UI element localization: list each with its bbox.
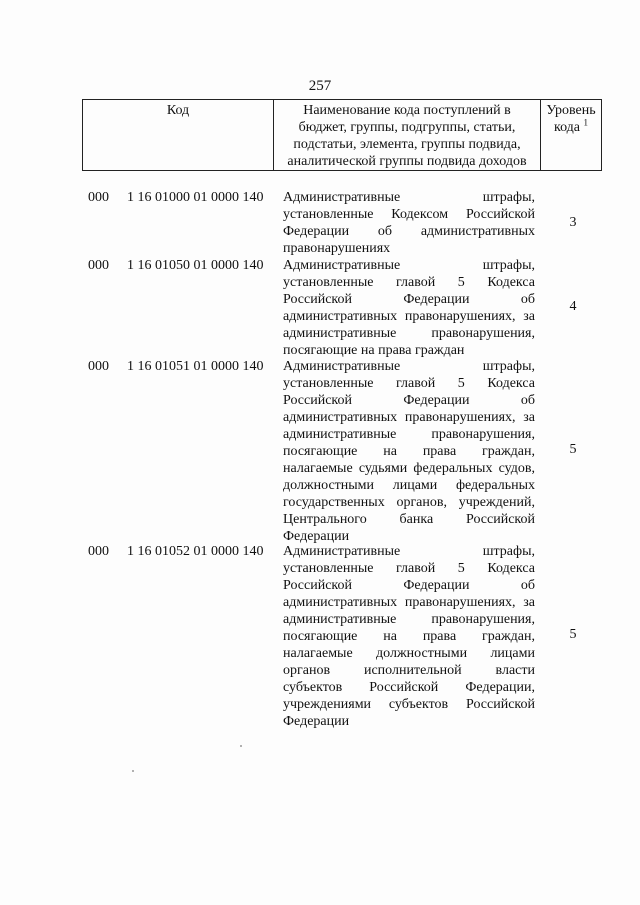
- code-name-line: должностными лицами федеральных: [283, 478, 535, 493]
- code-name-line: органов исполнительной власти: [283, 663, 535, 678]
- code-name-line: установленные главой 5 Кодекса: [283, 376, 535, 391]
- header-level-text: кода: [553, 120, 581, 135]
- code-name-line: административных правонарушениях, за: [283, 595, 535, 610]
- code-name-line: посягающие на права граждан: [283, 343, 465, 358]
- code-name-line: Федерации: [283, 529, 350, 544]
- income-code: 1 16 01000 01 0000 140: [127, 190, 264, 205]
- code-name-line: установленные главой 5 Кодекса: [283, 561, 535, 576]
- code-name-line: административные правонарушения,: [283, 612, 535, 627]
- header-name-line: подстатьи, элемента, группы подвида,: [293, 137, 521, 152]
- code-name: [283, 358, 535, 545]
- code-name-line: посягающие на права граждан,: [283, 629, 535, 644]
- code-name-line: Федерации об административных: [283, 224, 535, 239]
- code-name-line: административных правонарушениях, за: [283, 410, 535, 425]
- code-name-line: Федерации: [283, 714, 350, 729]
- code-name-line: Административные штрафы,: [283, 258, 535, 273]
- table-header: [82, 99, 602, 171]
- admin-code: 000: [88, 258, 109, 273]
- income-code: 1 16 01050 01 0000 140: [127, 258, 264, 273]
- code-level: 4: [569, 299, 577, 314]
- code-level: 5: [569, 442, 577, 457]
- admin-code: 000: [88, 359, 109, 374]
- income-code: 1 16 01052 01 0000 140: [127, 544, 264, 559]
- code-name-line: правонарушениях: [283, 241, 391, 256]
- header-name-line: бюджет, группы, подгруппы, статьи,: [298, 120, 516, 135]
- header-name-line: аналитической группы подвида доходов: [287, 154, 527, 169]
- code-name: [283, 543, 535, 730]
- code-name-line: посягающие на права граждан,: [283, 444, 535, 459]
- code-name-line: Центрального банка Российской: [283, 512, 535, 527]
- code-name-line: субъектов Российской Федерации,: [283, 680, 535, 695]
- code-name-line: установленные главой 5 Кодекса: [283, 275, 535, 290]
- code-name-line: налагаемые судьями федеральных судов,: [283, 461, 535, 476]
- code-name: [283, 257, 535, 359]
- page-number: 257: [308, 78, 332, 94]
- code-name-line: Российской Федерации об: [283, 393, 535, 408]
- code-name-line: административных правонарушениях, за: [283, 309, 535, 324]
- code-name-line: учреждениями субъектов Российской: [283, 697, 535, 712]
- income-code: 1 16 01051 01 0000 140: [127, 359, 264, 374]
- admin-code: 000: [88, 190, 109, 205]
- header-code: Код: [83, 100, 274, 171]
- code-name-line: Административные штрафы,: [283, 359, 535, 374]
- code-name-line: государственных органов, учреждений,: [283, 495, 535, 510]
- scan-speck: [240, 745, 242, 747]
- header-level-line1: Уровень: [546, 103, 596, 118]
- header-level-line2: [541, 119, 601, 136]
- code-name-line: Административные штрафы,: [283, 190, 535, 205]
- code-name-line: установленные Кодексом Российской: [283, 207, 535, 222]
- code-name: [283, 189, 535, 257]
- code-name-line: Административные штрафы,: [283, 544, 535, 559]
- code-name-line: Российской Федерации об: [283, 578, 535, 593]
- code-level: 3: [569, 215, 577, 230]
- header-name-line: Наименование кода поступлений в: [303, 103, 511, 118]
- header-level-footnote: 1: [583, 117, 589, 128]
- header-name: [274, 100, 541, 171]
- admin-code: 000: [88, 544, 109, 559]
- code-name-line: налагаемые должностными лицами: [283, 646, 535, 661]
- scan-speck: [132, 770, 134, 772]
- code-name-line: административные правонарушения,: [283, 326, 535, 341]
- header-level: [541, 100, 602, 171]
- code-name-line: Российской Федерации об: [283, 292, 535, 307]
- code-name-line: административные правонарушения,: [283, 427, 535, 442]
- code-level: 5: [569, 627, 577, 642]
